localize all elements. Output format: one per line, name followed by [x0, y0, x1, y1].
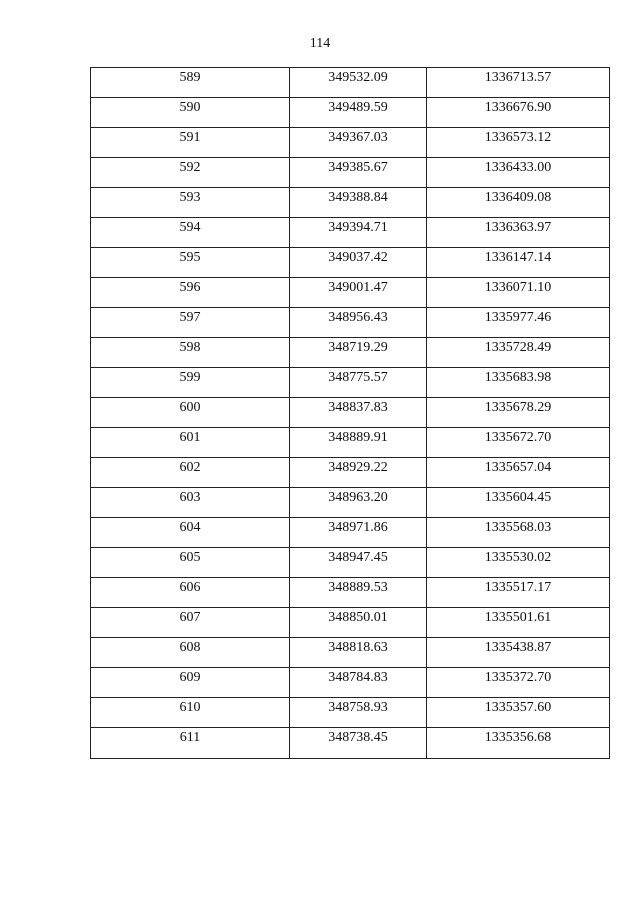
point-number-cell: 594 [91, 218, 290, 248]
x-coordinate-cell: 348929.22 [290, 458, 427, 488]
y-coordinate-cell: 1336363.97 [427, 218, 610, 248]
x-coordinate-cell: 349001.47 [290, 278, 427, 308]
y-coordinate-cell: 1335357.60 [427, 698, 610, 728]
y-coordinate-cell: 1335678.29 [427, 398, 610, 428]
point-number-cell: 592 [91, 158, 290, 188]
point-number-cell: 600 [91, 398, 290, 428]
table-row [91, 698, 610, 728]
y-coordinate-cell: 1335977.46 [427, 308, 610, 338]
x-coordinate-cell: 349037.42 [290, 248, 427, 278]
y-coordinate-cell: 1335683.98 [427, 368, 610, 398]
table-row [91, 668, 610, 698]
point-number-cell: 603 [91, 488, 290, 518]
y-coordinate-cell: 1335501.61 [427, 608, 610, 638]
table-row [91, 98, 610, 128]
table-body [91, 68, 610, 759]
table-row [91, 578, 610, 608]
table-row [91, 188, 610, 218]
coordinate-table [90, 67, 610, 759]
y-coordinate-cell: 1335728.49 [427, 338, 610, 368]
y-coordinate-cell: 1335672.70 [427, 428, 610, 458]
y-coordinate-cell: 1336573.12 [427, 128, 610, 158]
point-number-cell: 590 [91, 98, 290, 128]
x-coordinate-cell: 348784.83 [290, 668, 427, 698]
table-row [91, 518, 610, 548]
y-coordinate-cell: 1336676.90 [427, 98, 610, 128]
point-number-cell: 599 [91, 368, 290, 398]
x-coordinate-cell: 348850.01 [290, 608, 427, 638]
y-coordinate-cell: 1335530.02 [427, 548, 610, 578]
page-number: 114 [309, 36, 331, 51]
x-coordinate-cell: 348837.83 [290, 398, 427, 428]
y-coordinate-cell: 1336433.00 [427, 158, 610, 188]
table-row [91, 398, 610, 428]
y-coordinate-cell: 1336713.57 [427, 68, 610, 98]
point-number-cell: 606 [91, 578, 290, 608]
table-row [91, 158, 610, 188]
x-coordinate-cell: 348738.45 [290, 728, 427, 759]
x-coordinate-cell: 349385.67 [290, 158, 427, 188]
table-row [91, 548, 610, 578]
x-coordinate-cell: 348947.45 [290, 548, 427, 578]
table-row [91, 278, 610, 308]
point-number-cell: 598 [91, 338, 290, 368]
point-number-cell: 596 [91, 278, 290, 308]
y-coordinate-cell: 1336409.08 [427, 188, 610, 218]
table-row [91, 68, 610, 98]
table-row [91, 458, 610, 488]
y-coordinate-cell: 1335438.87 [427, 638, 610, 668]
x-coordinate-cell: 348956.43 [290, 308, 427, 338]
x-coordinate-cell: 348971.86 [290, 518, 427, 548]
x-coordinate-cell: 349489.59 [290, 98, 427, 128]
table-row [91, 728, 610, 759]
y-coordinate-cell: 1335568.03 [427, 518, 610, 548]
x-coordinate-cell: 349394.71 [290, 218, 427, 248]
table-row [91, 218, 610, 248]
table-row [91, 248, 610, 278]
x-coordinate-cell: 348963.20 [290, 488, 427, 518]
point-number-cell: 593 [91, 188, 290, 218]
table-row [91, 308, 610, 338]
table-row [91, 488, 610, 518]
point-number-cell: 604 [91, 518, 290, 548]
x-coordinate-cell: 348818.63 [290, 638, 427, 668]
point-number-cell: 589 [91, 68, 290, 98]
point-number-cell: 601 [91, 428, 290, 458]
point-number-cell: 595 [91, 248, 290, 278]
x-coordinate-cell: 348719.29 [290, 338, 427, 368]
y-coordinate-cell: 1335356.68 [427, 728, 610, 759]
y-coordinate-cell: 1335517.17 [427, 578, 610, 608]
x-coordinate-cell: 348758.93 [290, 698, 427, 728]
point-number-cell: 591 [91, 128, 290, 158]
y-coordinate-cell: 1336147.14 [427, 248, 610, 278]
x-coordinate-cell: 348775.57 [290, 368, 427, 398]
point-number-cell: 607 [91, 608, 290, 638]
x-coordinate-cell: 348889.91 [290, 428, 427, 458]
y-coordinate-cell: 1336071.10 [427, 278, 610, 308]
point-number-cell: 608 [91, 638, 290, 668]
table-row [91, 428, 610, 458]
point-number-cell: 602 [91, 458, 290, 488]
table-row [91, 368, 610, 398]
point-number-cell: 605 [91, 548, 290, 578]
point-number-cell: 609 [91, 668, 290, 698]
point-number-cell: 611 [91, 728, 290, 759]
point-number-cell: 610 [91, 698, 290, 728]
table-row [91, 638, 610, 668]
y-coordinate-cell: 1335372.70 [427, 668, 610, 698]
table-row [91, 338, 610, 368]
x-coordinate-cell: 349532.09 [290, 68, 427, 98]
x-coordinate-cell: 349367.03 [290, 128, 427, 158]
y-coordinate-cell: 1335604.45 [427, 488, 610, 518]
table-row [91, 128, 610, 158]
x-coordinate-cell: 348889.53 [290, 578, 427, 608]
point-number-cell: 597 [91, 308, 290, 338]
table-row [91, 608, 610, 638]
x-coordinate-cell: 349388.84 [290, 188, 427, 218]
y-coordinate-cell: 1335657.04 [427, 458, 610, 488]
